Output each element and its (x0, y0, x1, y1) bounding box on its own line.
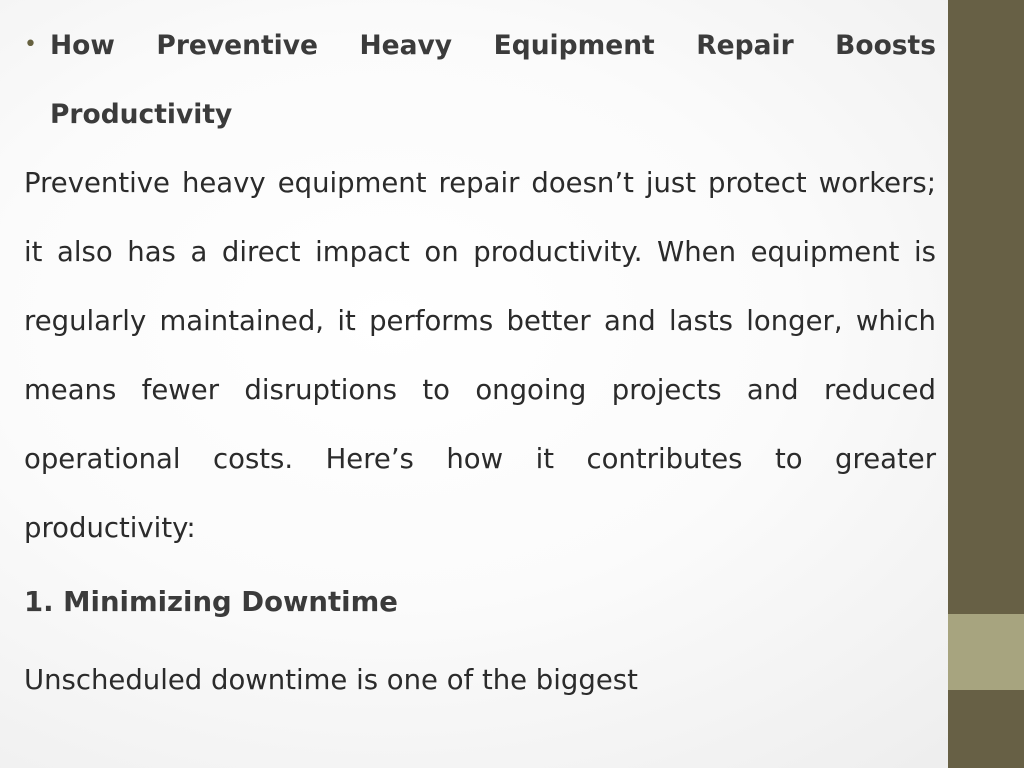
slide-content (24, 22, 936, 719)
sidebar-accent-block (948, 614, 1024, 690)
decorative-sidebar (948, 0, 1024, 768)
body-paragraph: Preventive heavy equipment repair doesn’t just protect workers; it also has a direct impact on productivity. When equipment is regularly maintained, it performs better and lasts longer, which means fewer disruptions to ongoing projects and reduced operational costs. Here’s how it contributes to greater productivity: (24, 167, 936, 544)
bullet-item (24, 22, 936, 149)
slide-heading: How Preventive Heavy Equipment Repair Boosts Productivity (50, 30, 936, 130)
bullet-icon: • (24, 32, 37, 57)
body-paragraph-continued: Unscheduled downtime is one of the biggest (24, 664, 638, 696)
section-subheading: 1. Minimizing Downtime (24, 586, 398, 618)
